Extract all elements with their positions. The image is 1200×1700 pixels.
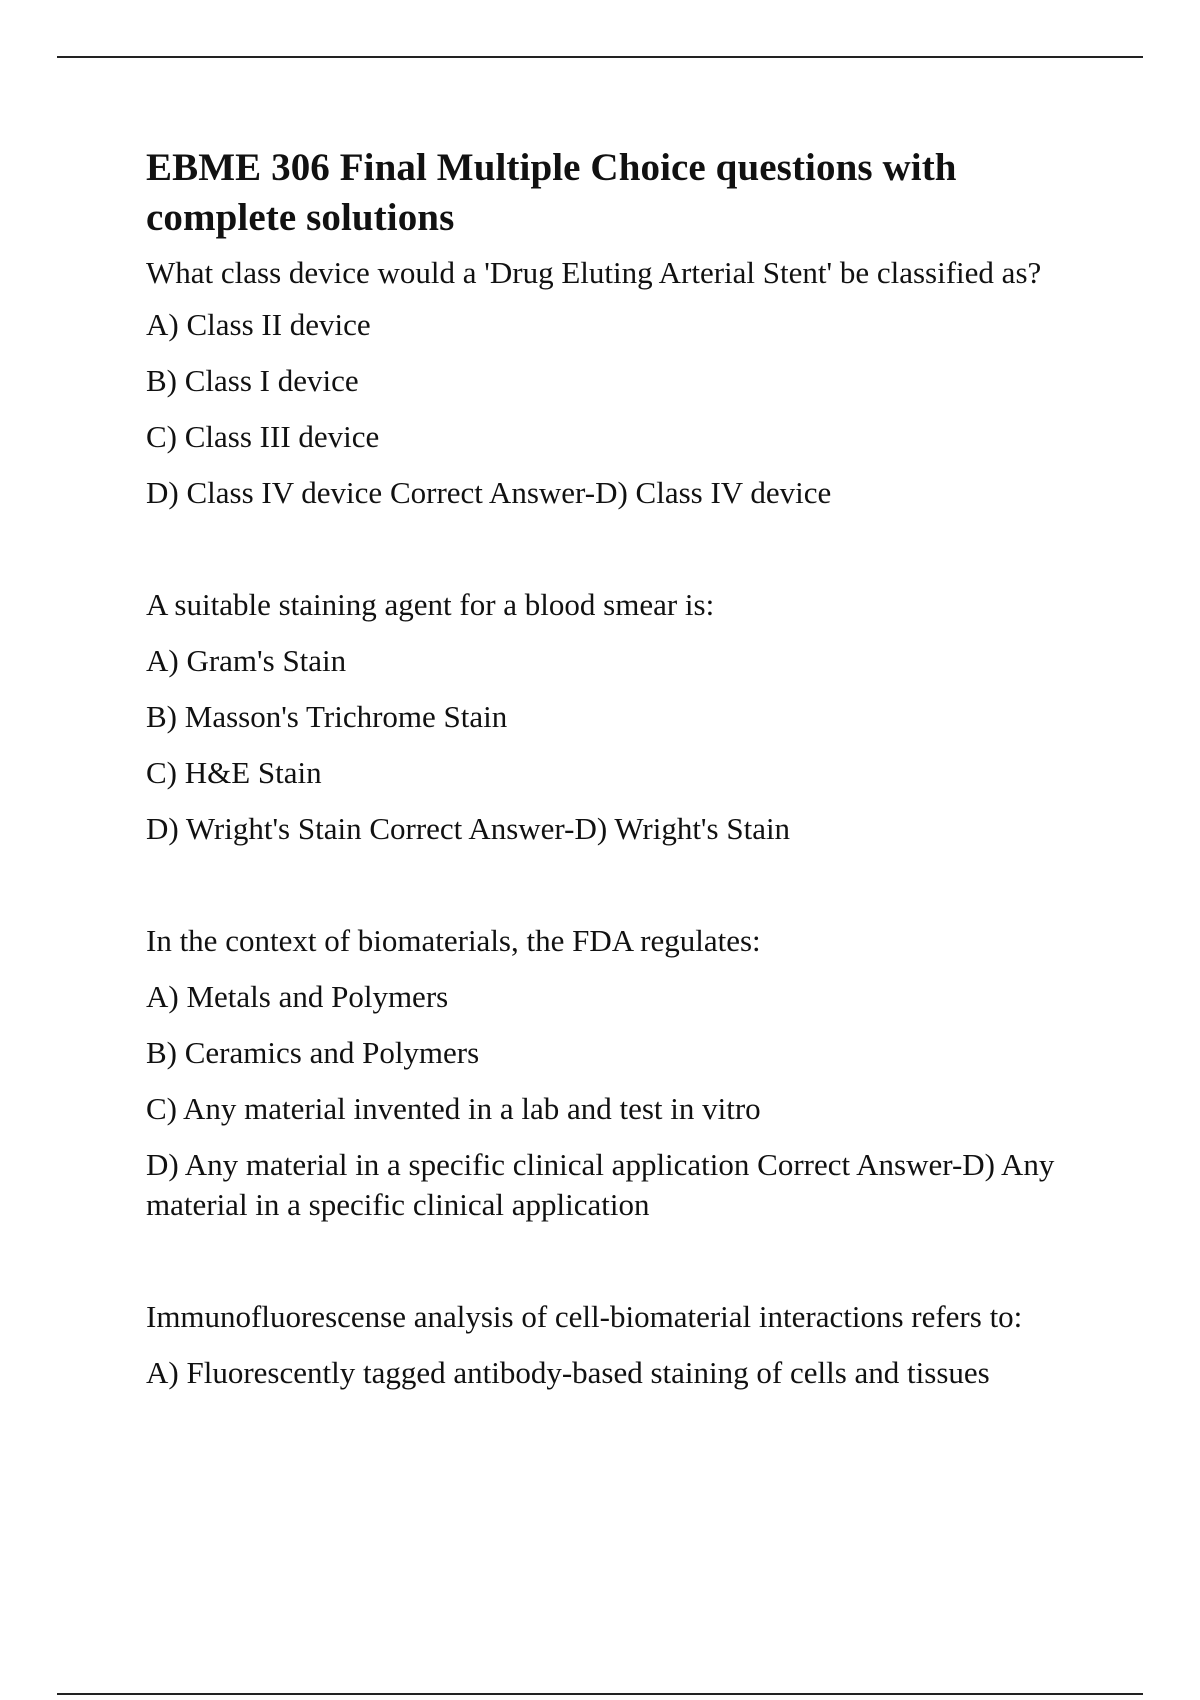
top-rule — [57, 56, 1143, 58]
question-text: In the context of biomaterials, the FDA regulates: — [146, 923, 761, 958]
answer-prefix: Correct Answer- — [389, 475, 596, 510]
spacer — [146, 1225, 1106, 1297]
option-b: B) Class I device — [146, 363, 359, 398]
answer-prefix: Correct Answer- — [369, 811, 575, 846]
option-d: D) Any material in a specific clinical application — [146, 1147, 750, 1182]
question-4 — [146, 1297, 1106, 1393]
option-d: D) Class IV device — [146, 475, 383, 510]
option-d-with-answer — [146, 809, 1106, 849]
option-c: C) Any material invented in a lab and test in vitro — [146, 1091, 761, 1126]
answer-prefix: Correct Answer- — [757, 1147, 963, 1182]
option-a: A) Fluorescently tagged antibody-based staining of cells and tissues — [146, 1355, 990, 1390]
option-a: A) Metals and Polymers — [146, 979, 449, 1014]
option-c: C) H&E Stain — [146, 755, 322, 790]
correct-answer: D) Wright's Stain — [574, 811, 791, 846]
option-b: B) Masson's Trichrome Stain — [146, 699, 508, 734]
option-d-with-answer — [146, 1145, 1106, 1225]
option-d-with-answer — [146, 473, 1106, 513]
question-1 — [146, 253, 1106, 513]
question-3 — [146, 921, 1106, 1225]
option-b: B) Ceramics and Polymers — [146, 1035, 480, 1070]
question-text: Immunofluorescense analysis of cell-biomaterial interactions refers to: — [146, 1299, 1023, 1334]
spacer — [146, 513, 1106, 585]
question-2 — [146, 585, 1106, 849]
correct-answer: D) Any material in a specific clinical application — [146, 1147, 1055, 1222]
option-a: A) Class II device — [146, 307, 371, 342]
question-text: A suitable staining agent for a blood smear is: — [146, 587, 715, 622]
option-c: C) Class III device — [146, 419, 380, 454]
option-a: A) Gram's Stain — [146, 643, 347, 678]
option-d: D) Wright's Stain — [146, 811, 362, 846]
bottom-rule — [57, 1693, 1143, 1695]
document-title: EBME 306 Final Multiple Choice questions with complete solutions — [146, 146, 957, 239]
spacer — [146, 849, 1106, 921]
question-text: What class device would a 'Drug Eluting Arterial Stent' be classified as? — [146, 255, 1042, 290]
document-content — [146, 143, 1106, 1393]
correct-answer: D) Class IV device — [595, 475, 832, 510]
